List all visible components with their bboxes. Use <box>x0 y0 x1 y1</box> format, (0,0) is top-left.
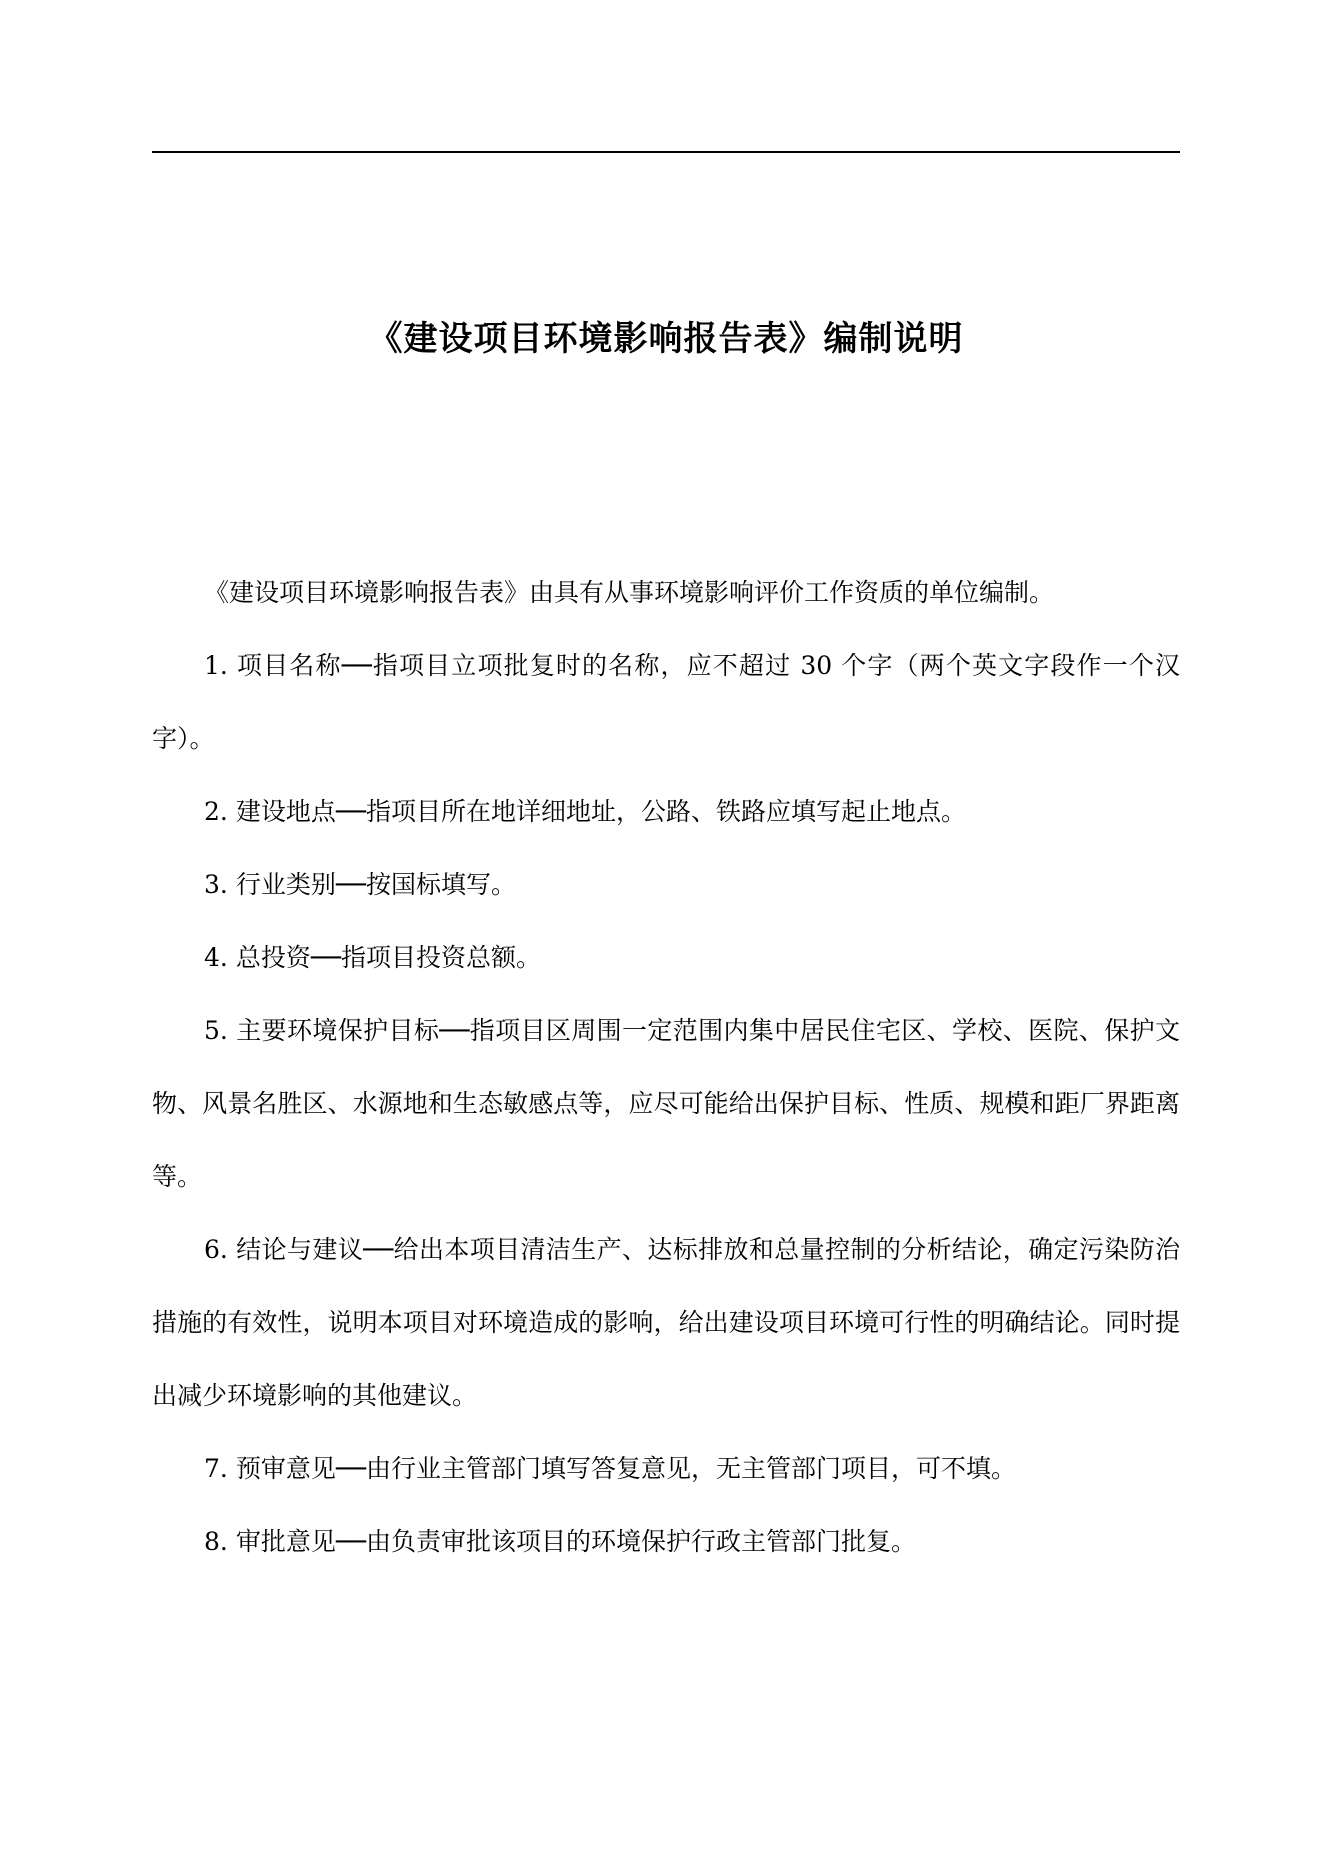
list-item <box>152 994 1180 1213</box>
list-item <box>152 921 1180 994</box>
document-title: 《建设项目环境影响报告表》编制说明 <box>368 319 964 359</box>
item-text: 行业类别──按国标填写。 <box>235 870 516 899</box>
item-number: 7. <box>204 1454 228 1483</box>
item-text: 主要环境保护目标──指项目区周围一定范围内集中居民住宅区、学校、医院、保护文物、风景名胜区、水源地和生态敏感点等，应尽可能给出保护目标、性质、规模和距厂界距离等。 <box>152 1016 1180 1191</box>
list-item <box>152 629 1180 775</box>
item-text: 结论与建议──给出本项目清洁生产、达标排放和总量控制的分析结论，确定污染防治措施的有效性，说明本项目对环境造成的影响，给出建设项目环境可行性的明确结论。同时提出减少环境影响的其他建议。 <box>152 1235 1180 1410</box>
list-item <box>152 1505 1180 1578</box>
document-body <box>152 556 1180 1578</box>
item-text: 预审意见──由行业主管部门填写答复意见，无主管部门项目，可不填。 <box>235 1454 1016 1483</box>
item-number: 3. <box>204 870 228 899</box>
list-item <box>152 848 1180 921</box>
list-item <box>152 775 1180 848</box>
item-text: 项目名称──指项目立项批复时的名称，应不超过 30 个字（两个英文字段作一个汉字）。 <box>152 651 1180 753</box>
item-number: 6. <box>204 1235 228 1264</box>
item-text: 总投资──指项目投资总额。 <box>235 943 541 972</box>
list-item <box>152 1432 1180 1505</box>
item-text: 审批意见──由负责审批该项目的环境保护行政主管部门批复。 <box>235 1527 916 1556</box>
item-number: 1. <box>204 651 228 680</box>
list-item <box>152 1213 1180 1432</box>
intro-paragraph: 《建设项目环境影响报告表》由具有从事环境影响评价工作资质的单位编制。 <box>204 578 1055 607</box>
item-text: 建设地点──指项目所在地详细地址，公路、铁路应填写起止地点。 <box>235 797 966 826</box>
item-number: 5. <box>204 1016 228 1045</box>
item-number: 2. <box>204 797 228 826</box>
item-number: 8. <box>204 1527 228 1556</box>
header-rule <box>152 151 1180 153</box>
item-number: 4. <box>204 943 228 972</box>
